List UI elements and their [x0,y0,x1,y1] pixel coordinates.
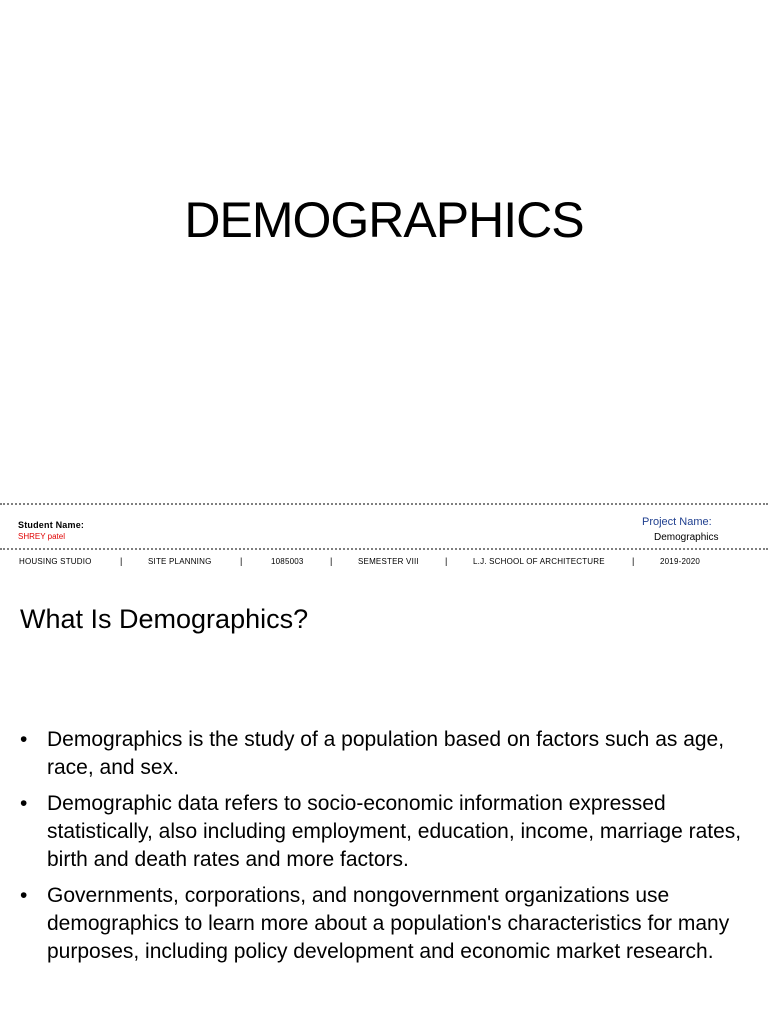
section-heading: What Is Demographics? [20,604,309,634]
list-item [20,790,756,874]
student-name-label: Student Name: [18,520,85,530]
info-year: 2019-2020 [660,557,701,566]
project-name-label: Project Name: [642,516,712,528]
info-separator: | [120,556,123,566]
info-separator: | [445,556,448,566]
info-school: L.J. SCHOOL OF ARCHITECTURE [473,557,605,566]
bullet-icon: • [20,728,28,751]
bullet-text: Governments, corporations, and nongovernment organizations use demographics to learn more about a population's characteristics for many purposes, including policy development and economic market research. [47,884,730,963]
bullet-icon: • [20,792,28,815]
bullet-icon: • [20,884,28,907]
info-separator: | [330,556,333,566]
info-studio: HOUSING STUDIO [19,557,92,566]
student-name-value: SHREY patel [18,532,65,541]
info-semester: SEMESTER VIII [358,557,419,566]
info-code: 1085003 [271,557,304,566]
bullet-text: Demographics is the study of a population based on factors such as age, race, and sex. [47,728,725,779]
footer-divider-middle [0,548,768,550]
project-name-value: Demographics [654,532,719,543]
bullet-text: Demographic data refers to socio-economic information expressed statistically, also including employment, education, income, marriage rates, birth and death rates and more factors. [47,792,742,871]
list-item [20,882,756,966]
list-item [20,726,756,782]
info-separator: | [632,556,635,566]
footer-divider-top [0,503,768,505]
info-separator: | [240,556,243,566]
bullet-list [20,726,756,974]
slide-title: DEMOGRAPHICS [184,192,584,248]
info-subject: SITE PLANNING [148,557,212,566]
